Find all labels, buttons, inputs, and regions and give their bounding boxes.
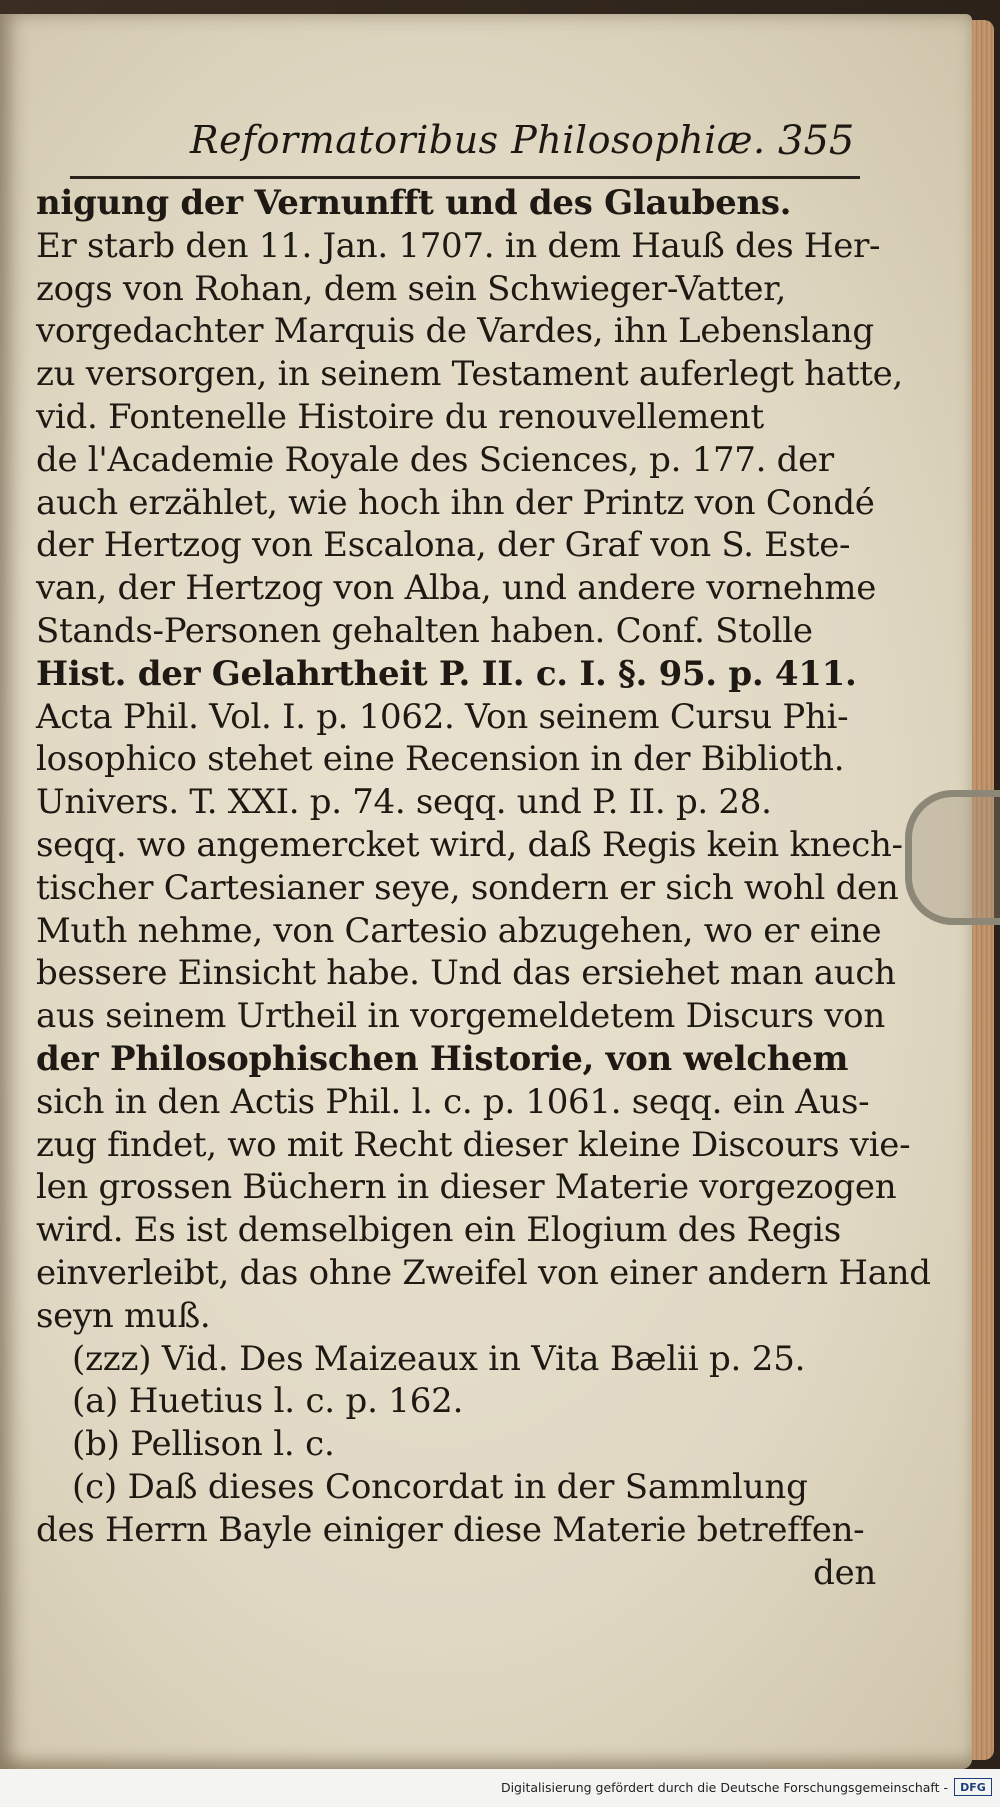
- text-line: vorgedachter Marquis de Vardes, ihn Lebenslang: [36, 311, 874, 352]
- text-line: vid. Fontenelle Histoire du renouvellement: [36, 396, 764, 437]
- text-line: Muth nehme, von Cartesio abzugehen, wo er eine: [36, 910, 882, 951]
- running-title: Reformatoribus Philosophiæ.: [190, 118, 766, 162]
- text-line: zu versorgen, in seinem Testament auferlegt hatte,: [36, 354, 903, 395]
- footnote-a: (a) Huetius l. c. p. 162.: [72, 1381, 464, 1422]
- dfg-logo-icon: DFG: [954, 1778, 992, 1796]
- text-line: Er starb den 11. Jan. 1707. in dem Hauß des Her-: [36, 225, 881, 266]
- footnote-c: (c) Daß dieses Concordat in der Sammlung: [72, 1466, 808, 1507]
- text-line: de l'Academie Royale des Sciences, p. 177. der: [36, 439, 834, 480]
- footnote-b: (b) Pellison l. c.: [72, 1424, 335, 1465]
- text-line: aus seinem Urtheil in vorgemeldetem Discurs von: [36, 996, 885, 1037]
- text-line: einverleibt, das ohne Zweifel von einer andern Hand: [36, 1252, 931, 1293]
- text-line: wird. Es ist demselbigen ein Elogium des Regis: [36, 1210, 841, 1251]
- text-line: zug findet, wo mit Recht dieser kleine Discours vie-: [36, 1124, 911, 1165]
- text-line: zogs von Rohan, dem sein Schwieger-Vatter,: [36, 268, 786, 309]
- text-line: van, der Hertzog von Alba, und andere vornehme: [36, 568, 877, 609]
- text-line: sich in den Actis Phil. l. c. p. 1061. seqq. ein Aus-: [36, 1081, 870, 1122]
- header-rule: [70, 176, 860, 179]
- text-line: der Hertzog von Escalona, der Graf von S. Este-: [36, 525, 851, 566]
- text-line: bessere Einsicht habe. Und das ersiehet man auch: [36, 953, 896, 994]
- text-line: tischer Cartesianer seye, sondern er sich wohl den: [36, 867, 899, 908]
- page-number: 355: [778, 118, 855, 164]
- text-line: Univers. T. XXI. p. 74. seqq. und P. II. p. 28.: [36, 782, 772, 823]
- footnote-zzz: (zzz) Vid. Des Maizeaux in Vita Bælii p. 25.: [72, 1338, 806, 1379]
- text-line: auch erzählet, wie hoch ihn der Printz von Condé: [36, 482, 875, 523]
- body-text: [36, 182, 931, 1594]
- text-line: seyn muß.: [36, 1295, 211, 1336]
- text-line: der Philosophischen Historie, von welchem: [36, 1038, 849, 1079]
- catchword: den: [813, 1552, 876, 1593]
- text-line: len grossen Büchern in dieser Materie vorgezogen: [36, 1167, 897, 1208]
- text-line: seqq. wo angemercket wird, daß Regis kein knech-: [36, 824, 903, 865]
- text-line: nigung der Vernunfft und des Glaubens.: [36, 183, 792, 223]
- text-line: losophico stehet eine Recension in der Biblioth.: [36, 739, 845, 780]
- text-line: des Herrn Bayle einiger diese Materie betreffen-: [36, 1509, 865, 1550]
- text-line: Stands-Personen gehalten haben. Conf. Stolle: [36, 610, 813, 651]
- page-header: [60, 118, 860, 178]
- digitization-footer: [0, 1769, 1000, 1807]
- digitization-note: Digitalisierung gefördert durch die Deutsche Forschungsgemeinschaft -: [500, 1780, 948, 1795]
- text-line: Hist. der Gelahrtheit P. II. c. I. §. 95. p. 411.: [36, 653, 857, 694]
- bookmark-clasp: [905, 790, 1000, 925]
- text-line: Acta Phil. Vol. I. p. 1062. Von seinem Cursu Phi-: [36, 696, 849, 737]
